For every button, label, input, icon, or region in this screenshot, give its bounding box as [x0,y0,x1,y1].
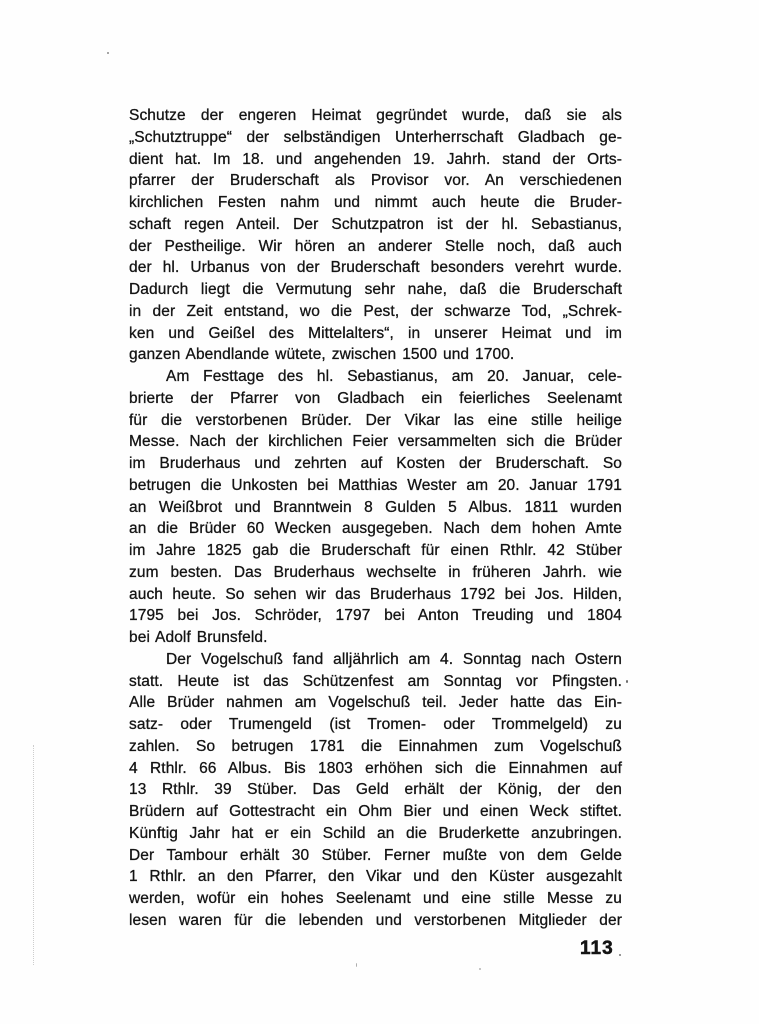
text-line: 1795 bei Jos. Schröder, 1797 bei Anton Treuding und 1804 [129,607,622,625]
text-line: „Schutztruppe“ der selbständigen Unterherrschaft Gladbach ge- [129,128,622,146]
text-line: an Weißbrot und Branntwein 8 Gulden 5 Albus. 1811 wurden [129,498,622,516]
text-line: lesen waren für die lebenden und verstorbenen Mitglieder der [129,911,622,929]
text-line: ganzen Abendlande wütete, zwischen 1500 und 1700. [129,346,515,364]
text-line: ken und Geißel des Mittelalters“, in unserer Heimat und im [129,324,622,342]
text-line: dient hat. Im 18. und angehenden 19. Jahrh. stand der Orts- [129,150,622,168]
page-number: 113 [580,938,614,959]
text-line: Dadurch liegt die Vermutung sehr nahe, daß die Bruderschaft [129,281,622,298]
scan-artifact-speck [107,52,109,54]
scan-artifact-speck [479,968,481,970]
text-line: der hl. Urbanus von der Bruderschaft besonders verehrt wurde. [129,259,622,277]
text-line: betrugen die Unkosten bei Matthias Wester am 20. Januar 1791 [129,476,622,494]
paragraph-3 [129,649,622,932]
text-line: Brüdern auf Gottestracht ein Ohm Bier und einen Weck stiftet. [129,803,622,820]
text-line: zahlen. So betrugen 1781 die Einnahmen zum Vogelschuß [129,737,622,755]
text-line: 1 Rthlr. an den Pfarrer, den Vikar und den Küster ausgezahlt [129,868,622,886]
scan-artifact-dotted-line [33,745,34,965]
text-line: zum besten. Das Bruderhaus wechselte in früheren Jahrh. wie [129,563,622,581]
scan-artifact-speck [619,954,621,956]
text-line: pfarrer der Bruderschaft als Provisor vor. An verschiedenen [129,172,622,190]
text-line: Künftig Jahr hat er ein Schild an die Bruderkette anzubringen. [129,824,622,842]
text-line: der Pestheilige. Wir hören an anderer Stelle noch, daß auch [129,237,622,255]
text-line: Am Festtage des hl. Sebastianus, am 20. Januar, cele- [166,368,622,385]
text-line: Alle Brüder nahmen am Vogelschuß teil. Jeder hatte das Ein- [129,694,622,712]
text-line: Der Tambour erhält 30 Stüber. Ferner mußte von dem Gelde [129,846,622,864]
text-line: für die verstorbenen Brüder. Der Vikar las eine stille heilige [129,411,622,429]
text-line: werden, wofür ein hohes Seelenamt und eine stille Messe zu [129,890,622,907]
paragraph-2 [129,366,622,649]
text-line: Der Vogelschuß fand alljährlich am 4. Sonntag nach Ostern [166,650,622,668]
text-line: im Bruderhaus und zehrten auf Kosten der Bruderschaft. So [129,455,622,472]
text-line: Schutze der engeren Heimat gegründet wurde, daß sie als [129,107,622,124]
text-line: kirchlichen Festen nahm und nimmt auch heute die Bruder- [129,194,622,211]
text-line: satz- oder Trumengeld (ist Tromen- oder Trommelgeld) zu [129,716,622,733]
text-line: Messe. Nach der kirchlichen Feier versammelten sich die Brüder [129,433,622,451]
text-line: an die Brüder 60 Wecken ausgegeben. Nach dem hohen Amte [129,520,622,538]
text-line: im Jahre 1825 gab die Bruderschaft für einen Rthlr. 42 Stüber [129,542,622,559]
text-line: 13 Rthlr. 39 Stüber. Das Geld erhält der König, der den [129,781,622,799]
scan-artifact-speck [356,963,357,967]
text-line: in der Zeit entstand, wo die Pest, der schwarze Tod, „Schrek- [129,302,622,320]
scan-artifact-speck [626,680,628,683]
text-line: auch heute. So sehen wir das Bruderhaus 1792 bei Jos. Hilden, [129,585,622,603]
text-line: 4 Rthlr. 66 Albus. Bis 1803 erhöhen sich die Einnahmen auf [129,759,622,777]
text-line: statt. Heute ist das Schützenfest am Sonntag vor Pfingsten. [129,672,622,690]
text-block [129,105,622,932]
text-line: bei Adolf Brunsfeld. [129,629,268,646]
text-line: schaft regen Anteil. Der Schutzpatron ist der hl. Sebastianus, [129,215,622,233]
text-line: brierte der Pfarrer von Gladbach ein feierliches Seelenamt [129,389,622,407]
paragraph-1 [129,105,622,366]
